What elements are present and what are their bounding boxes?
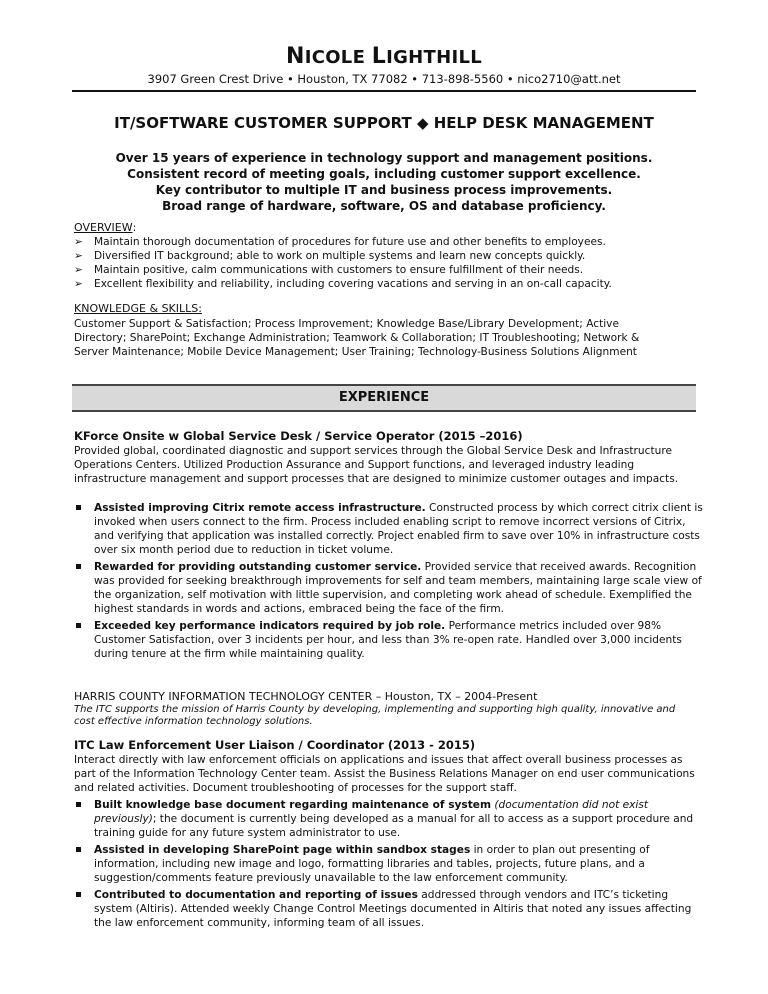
list-item: [74, 560, 704, 616]
overview-item-text: Maintain positive, calm communications with customers to ensure fulfillment of their needs.: [94, 264, 584, 276]
bullet-icon: [76, 892, 81, 897]
organization-description: The ITC supports the mission of Harris County by developing, implementing and supporting high quality, innovative and cost effective information technology solutions.: [74, 704, 676, 727]
bullet-icon: [76, 505, 81, 510]
bullet-text: Provided service that received awards. Recognition was provided for seeking breakthrough improvements for self and team members, maintaining large scale view of the organization, self motivation with little supervision, and completing work ahead of schedule. Exemplified the highest standards in words and actions, embraced being the face of the firm.: [94, 561, 702, 615]
bullet-lead: Assisted in developing SharePoint page within sandbox stages: [94, 844, 471, 856]
organization-name: HARRIS COUNTY INFORMATION TECHNOLOGY CENTER – Houston, TX – 2004-Present: [74, 690, 538, 703]
arrow-icon: ➢: [74, 250, 83, 262]
bullet-text: in order to plan out presenting of information, including new image and logo, formatting libraries and tables, projects, future plans, and a suggestion/comments feature previously unavailable to the law enforcement community.: [94, 844, 650, 884]
name-first-initial: N: [285, 44, 305, 69]
list-item: [74, 277, 704, 291]
bullet-lead: Contributed to documentation and reporting of issues: [94, 889, 418, 901]
headline: IT/SOFTWARE CUSTOMER SUPPORT ◆ HELP DESK MANAGEMENT: [114, 114, 654, 132]
arrow-icon: ➢: [74, 278, 83, 290]
overview-heading: [74, 221, 136, 234]
bullet-icon: [76, 847, 81, 852]
bullet-text: ; the document is currently being developed as a manual for all to access as a support procedure and training guide for any future system administrator to use.: [94, 813, 694, 839]
overview-list: [74, 235, 704, 291]
candidate-name: [0, 44, 768, 69]
list-item: [74, 235, 704, 249]
overview-item-text: Diversified IT background; able to work on multiple systems and learn new concepts quickly.: [94, 250, 586, 262]
overview-item-text: Maintain thorough documentation of procedures for future use and other benefits to employees.: [94, 236, 606, 248]
overview-label-suffix: :: [132, 221, 137, 234]
contact-line: 3907 Green Crest Drive • Houston, TX 77082 • 713-898-5560 • nico2710@att.net: [147, 72, 621, 86]
experience-band: [72, 384, 696, 412]
arrow-icon: ➢: [74, 264, 83, 276]
summary-line: Over 15 years of experience in technology support and management positions.: [115, 151, 653, 165]
summary-line: Broad range of hardware, software, OS and database proficiency.: [162, 199, 606, 213]
bullet-lead: Built knowledge base document regarding maintenance of system: [94, 799, 492, 811]
job-description: Provided global, coordinated diagnostic and support services through the Global Service Desk and Infrastructure Operations Centers. Utilized Production Assurance and Support functions, and leveraged industry leading infrastructure management and support processes that are designed to minimize customer outages and impacts.: [74, 445, 679, 485]
skills-heading: KNOWLEDGE & SKILLS:: [74, 302, 202, 315]
bullet-icon: [76, 623, 81, 628]
header-rule: [72, 90, 696, 92]
job-description: Interact directly with law enforcement officials on applications and issues that affect overall business processes as part of the Information Technology Center team. Assist the Business Relations Manager on end user communications and related activities. Document troubleshooting of processes for the support staff.: [74, 754, 695, 794]
list-item: [74, 263, 704, 277]
bullet-icon: [76, 564, 81, 569]
skills-line: Customer Support & Satisfaction; Process Improvement; Knowledge Base/Library Development; Active: [74, 318, 619, 330]
name-last-initial: L: [371, 44, 387, 69]
summary-line: Consistent record of meeting goals, including customer support excellence.: [127, 167, 641, 181]
job-title: KForce Onsite w Global Service Desk / Service Operator (2015 –2016): [74, 429, 523, 443]
bullet-text: Constructed process by which correct citrix client is invoked when users connect to the firm. Process included enabling script to remove incorrect versions of Citrix, and verifying that application was installed correctly. Project enabled firm to save over 10% in infrastructure costs over six month period due to reduction in ticket volume.: [94, 502, 703, 556]
name-first-rest: ICOLE: [304, 47, 366, 68]
job-title: ITC Law Enforcement User Liaison / Coordinator (2013 - 2015): [74, 738, 476, 752]
list-item: [74, 249, 704, 263]
bullet-text: Performance metrics included over 98% Customer Satisfaction, over 3 incidents per hour, and less than 3% re-open rate. Handled over 3,000 incidents during tenure at the firm while maintaining quality.: [94, 620, 682, 660]
overview-item-text: Excellent flexibility and reliability, including covering vacations and serving in an on-call capacity.: [94, 278, 612, 290]
overview-label: OVERVIEW: [74, 221, 133, 234]
arrow-icon: ➢: [74, 236, 83, 248]
job-bullets: [74, 501, 704, 664]
summary-line: Key contributor to multiple IT and business process improvements.: [155, 183, 613, 197]
bullet-icon: [76, 802, 81, 807]
skills-line: Directory; SharePoint; Exchange Administration; Teamwork & Collaboration; IT Troubleshooting; Network &: [74, 332, 640, 344]
bullet-lead: Assisted improving Citrix remote access infrastructure.: [94, 502, 426, 514]
bullet-lead: Exceeded key performance indicators required by job role.: [94, 620, 446, 632]
experience-heading: EXPERIENCE: [338, 390, 430, 405]
bullet-text: addressed through vendors and ITC’s ticketing system (Altiris). Attended weekly Change Control Meetings documented in Altiris that noted any issues affecting the law enforcement community, informing team of all issues.: [94, 889, 692, 929]
list-item: [74, 619, 704, 661]
list-item: [74, 843, 704, 885]
job-bullets: [74, 798, 704, 933]
skills-block: [74, 317, 698, 359]
list-item: [74, 888, 704, 930]
summary-block: [0, 150, 768, 214]
skills-line: Server Maintenance; Mobile Device Management; User Training; Technology-Business Solutions Alignment: [74, 346, 637, 358]
list-item: [74, 798, 704, 840]
bullet-lead: Rewarded for providing outstanding customer service.: [94, 561, 422, 573]
name-last-rest: IGHTHILL: [386, 47, 483, 68]
list-item: [74, 501, 704, 557]
bullet-italic: (documentation did not exist previously): [94, 799, 649, 825]
